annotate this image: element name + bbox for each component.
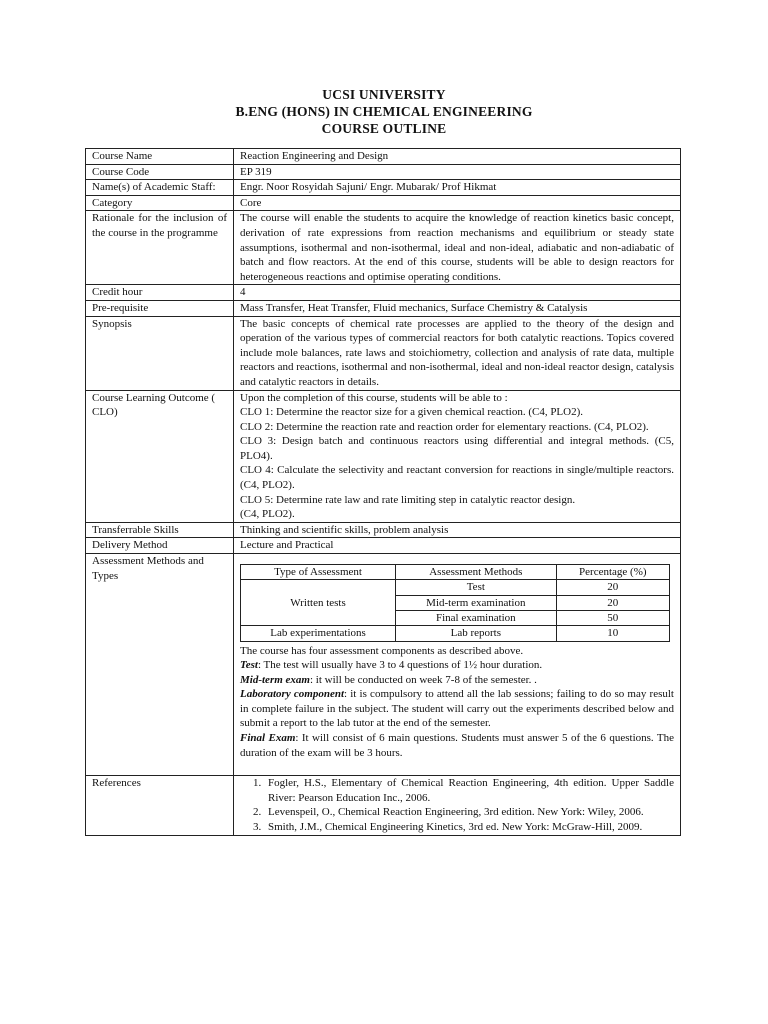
- type-written-tests: Written tests: [241, 580, 396, 626]
- row-references: [86, 776, 681, 835]
- reference-item: 2. Levenspeil, O., Chemical Reaction Engineering, 3rd edition. New York: Wiley, 2006.: [264, 805, 674, 820]
- label-assessment: Assessment Methods and Types: [86, 554, 234, 776]
- lab-term: Laboratory component: [240, 688, 345, 701]
- assessment-test: [240, 658, 674, 673]
- value-staff: Engr. Noor Rosyidah Sajuni/ Engr. Mubarak/ Prof Hikmat: [234, 180, 681, 196]
- value-category: Core: [234, 195, 681, 211]
- final-term: Final Exam: [240, 732, 296, 745]
- method-cell: Final examination: [396, 610, 557, 625]
- test-term: Test: [240, 659, 258, 672]
- references-list: [240, 776, 674, 834]
- percentage-cell: 10: [556, 626, 669, 641]
- table-row: [241, 626, 670, 641]
- mid-text: : it will be conducted on week 7-8 of the semester. .: [309, 673, 537, 686]
- value-rationale: The course will enable the students to acquire the knowledge of reaction kinetics basic concept, derivation of rate expressions from reaction mechanisms and equilibrium or steady state assumptions, isothermal and non-isothermal, ideal and non-ideal, adiabatic and non-adiabatic of batch and flow reactors. At the end of this course, students will be able to design reactors for heterogeneous reactions and optimise operating conditions.: [234, 211, 681, 285]
- label-category: Category: [86, 195, 234, 211]
- label-course-code: Course Code: [86, 164, 234, 180]
- row-clo: [86, 390, 681, 522]
- percentage-cell: 50: [556, 610, 669, 625]
- label-credit: Credit hour: [86, 285, 234, 301]
- table-row: [241, 580, 670, 595]
- lab-text: : it is compulsory to attend all the lab sessions; failing to do so may result in complete failure in the subject. The student will carry out the experiments described below and submit a report to the lab tutor at the end of the semester.: [240, 688, 674, 730]
- university-name: UCSI UNIVERSITY: [322, 87, 446, 102]
- row-staff: [86, 180, 681, 196]
- final-text: : It will consist of 6 main questions. Students must answer 5 of the 6 questions. The duration of the exam will be 3 hours.: [240, 732, 674, 759]
- label-delivery: Delivery Method: [86, 538, 234, 554]
- value-clo: [234, 390, 681, 522]
- value-references: [234, 776, 681, 835]
- percentage-cell: 20: [556, 580, 669, 595]
- clo-intro: Upon the completion of this course, students will be able to :: [240, 391, 508, 404]
- row-course-name: [86, 149, 681, 165]
- assessment-final: [240, 731, 674, 760]
- reference-item: 3. Smith, J.M., Chemical Engineering Kinetics, 3rd ed. New York: McGraw-Hill, 2009.: [264, 820, 674, 835]
- method-cell: Mid-term examination: [396, 595, 557, 610]
- assessment-header-row: [241, 565, 670, 580]
- assessment-table: [240, 564, 670, 641]
- value-skills: Thinking and scientific skills, problem analysis: [234, 522, 681, 538]
- row-course-code: [86, 164, 681, 180]
- type-lab: Lab experimentations: [241, 626, 396, 641]
- row-synopsis: [86, 316, 681, 390]
- value-prerequisite: Mass Transfer, Heat Transfer, Fluid mechanics, Surface Chemistry & Catalysis: [234, 300, 681, 316]
- document-header: [0, 86, 768, 137]
- reference-item: 1. Fogler, H.S., Elementary of Chemical Reaction Engineering, 4th edition. Upper Saddle River: Pearson Education Inc., 2006.: [264, 776, 674, 805]
- document-title: COURSE OUTLINE: [321, 121, 447, 136]
- assessment-midterm: [240, 673, 674, 688]
- programme-name: B.ENG (HONS) IN CHEMICAL ENGINEERING: [235, 104, 533, 119]
- clo-item: CLO 2: Determine the reaction rate and reaction order for elementary reactions. (C4, PLO2).: [240, 420, 649, 433]
- header-methods: Assessment Methods: [396, 565, 557, 580]
- assessment-intro: The course has four assessment components as described above.: [240, 644, 524, 657]
- label-skills: Transferrable Skills: [86, 522, 234, 538]
- test-text: : The test will usually have 3 to 4 questions of 1½ hour duration.: [257, 659, 543, 672]
- clo-item: CLO 1: Determine the reactor size for a given chemical reaction. (C4, PLO2).: [240, 406, 584, 419]
- row-delivery: [86, 538, 681, 554]
- row-skills: [86, 522, 681, 538]
- value-delivery: Lecture and Practical: [234, 538, 681, 554]
- method-cell: Test: [396, 580, 557, 595]
- label-staff: Name(s) of Academic Staff:: [86, 180, 234, 196]
- assessment-lab: [240, 687, 674, 731]
- clo-item: CLO 5: Determine rate law and rate limiting step in catalytic reactor design.: [240, 493, 576, 506]
- percentage-cell: 20: [556, 595, 669, 610]
- row-category: [86, 195, 681, 211]
- row-credit: [86, 285, 681, 301]
- value-synopsis: The basic concepts of chemical rate processes are applied to the theory of the design and operation of the various types of commercial reactors for both catalytic reactions. Topics covered include mole balances, rate laws and stoichiometry, collection and analysis of rate data, multiple reactors and reactions, isothermal and non-isothermal, ideal and non-ideal reactor design, catalysis and catalytic reactors in details.: [234, 316, 681, 390]
- value-course-name: Reaction Engineering and Design: [234, 149, 681, 165]
- header-percentage: Percentage (%): [556, 565, 669, 580]
- label-clo: Course Learning Outcome ( CLO): [86, 390, 234, 522]
- value-credit: 4: [234, 285, 681, 301]
- clo-item: CLO 4: Calculate the selectivity and reactant conversion for reactions in single/multiple reactors. (C4, PLO2).: [240, 464, 674, 492]
- row-assessment: [86, 554, 681, 776]
- mid-term: Mid-term exam: [240, 673, 310, 686]
- row-prerequisite: [86, 300, 681, 316]
- header-type: Type of Assessment: [241, 565, 396, 580]
- course-outline-table: [85, 148, 681, 836]
- row-rationale: [86, 211, 681, 285]
- method-cell: Lab reports: [396, 626, 557, 641]
- label-course-name: Course Name: [86, 149, 234, 165]
- label-rationale: Rationale for the inclusion of the course in the programme: [86, 211, 234, 285]
- label-references: References: [86, 776, 234, 835]
- label-synopsis: Synopsis: [86, 316, 234, 390]
- value-assessment: [234, 554, 681, 776]
- label-prerequisite: Pre-requisite: [86, 300, 234, 316]
- value-course-code: EP 319: [234, 164, 681, 180]
- clo-tail: (C4, PLO2).: [240, 508, 295, 521]
- clo-item: CLO 3: Design batch and continuous reactors using differential and integral methods. (C5, PLO4).: [240, 435, 674, 462]
